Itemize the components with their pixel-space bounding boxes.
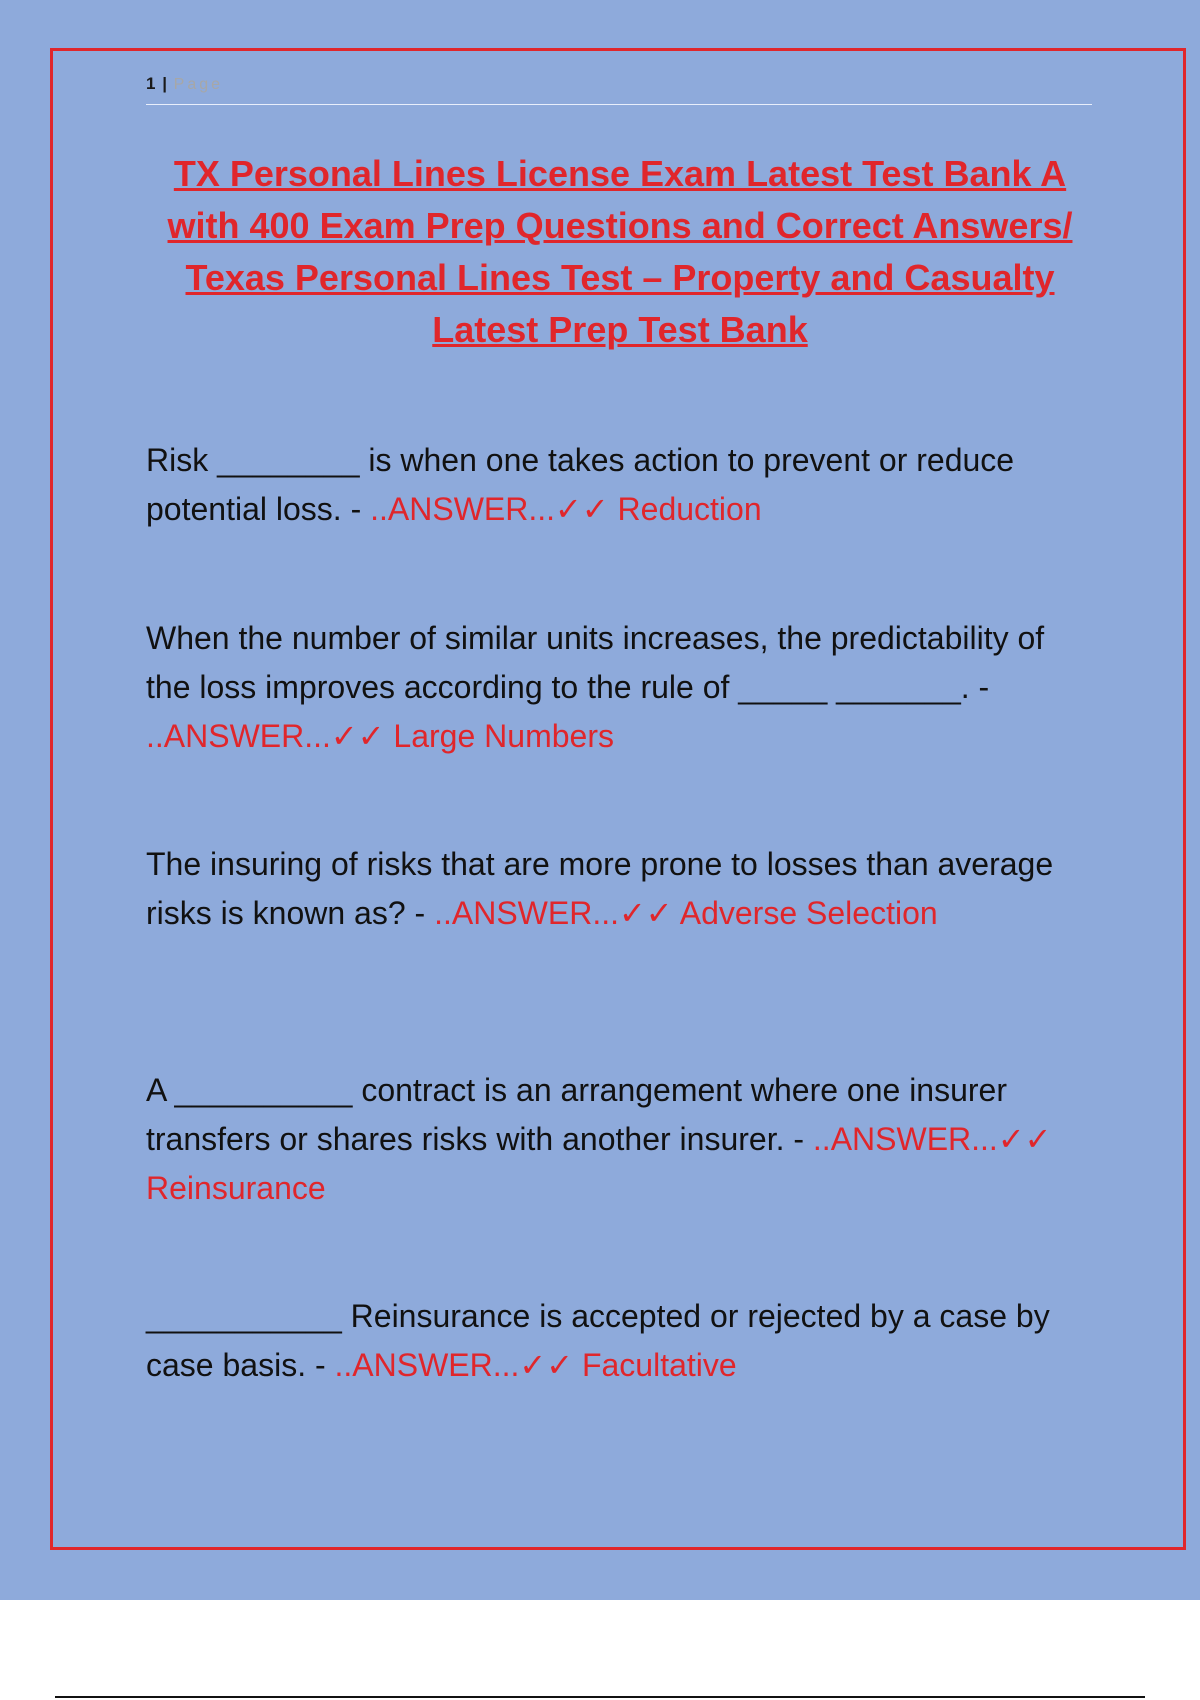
footer-rule: [55, 1696, 1145, 1698]
qa-item-5: [146, 1292, 1092, 1390]
answer-text: ..ANSWER...✓✓ Reinsurance: [146, 1121, 1052, 1206]
question-text: Risk ________ is when one takes action to prevent or reduce potential loss. -: [146, 442, 1015, 527]
question-text: When the number of similar units increases, the predictability of the loss improves according to the rule of _____ _______. -: [146, 620, 1045, 705]
qa-item-1: [146, 436, 1092, 534]
page-number: 1: [146, 74, 157, 93]
question-text: ___________ Reinsurance is accepted or rejected by a case by case basis. -: [146, 1298, 1050, 1383]
answer-text: ..ANSWER...✓✓ Adverse Selection: [434, 895, 938, 931]
answer-text: ..ANSWER...✓✓ Large Numbers: [146, 718, 614, 754]
qa-item-4: [146, 1066, 1092, 1213]
document-title: TX Personal Lines License Exam Latest Test Bank A with 400 Exam Prep Questions and Correct Answers/ Texas Personal Lines Test – Property and Casualty Latest Prep Test Bank: [167, 153, 1073, 350]
header-separator: |: [156, 74, 174, 93]
question-text: The insuring of risks that are more prone to losses than average risks is known as? -: [146, 846, 1054, 931]
page-label: Page: [173, 76, 224, 93]
answer-text: ..ANSWER...✓✓ Facultative: [334, 1347, 737, 1383]
qa-item-2: [146, 614, 1092, 761]
question-text: A __________ contract is an arrangement where one insurer transfers or shares risks with another insurer. -: [146, 1072, 1007, 1157]
page-header: [146, 74, 1092, 105]
answer-text: ..ANSWER...✓✓ Reduction: [370, 491, 762, 527]
qa-item-3: [146, 840, 1092, 938]
